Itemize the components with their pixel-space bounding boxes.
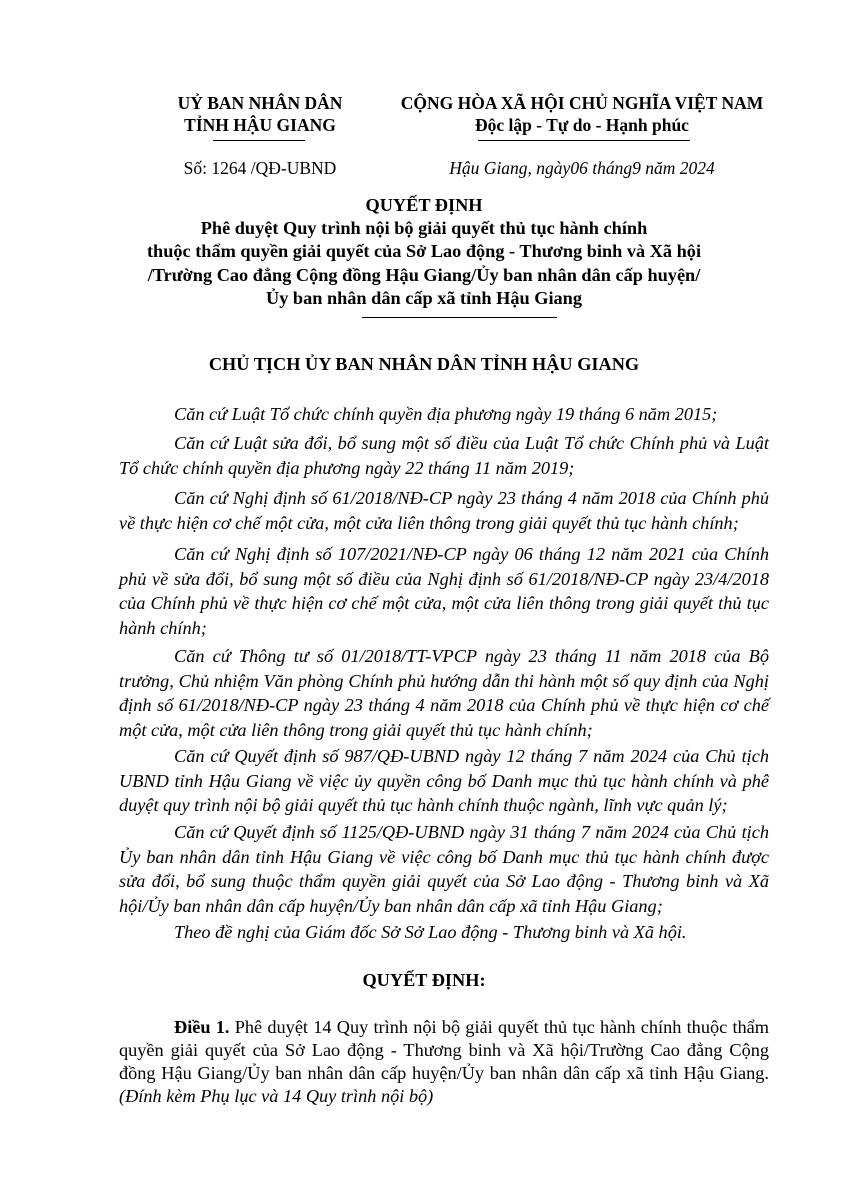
legal-basis-5: Căn cứ Thông tư số 01/2018/TT-VPCP ngày 23 tháng 11 năm 2018 của Bộ trưởng, Chủ nhiệm Văn phòng Chính phủ hướng dẫn thi hành một số quy định của Nghị định số 61/2018/NĐ-CP ngày 23 tháng 4 năm 2018 của Chính phủ về thực hiện cơ chế một cửa, một cửa liên thông trong giải quyết thủ tục hành chính; xyxy=(119,646,769,740)
article-1-note: (Đính kèm Phụ lục và 14 Quy trình nội bộ) xyxy=(119,1086,434,1106)
title-line-4: Ủy ban nhân dân cấp xã tỉnh Hậu Giang xyxy=(266,288,582,308)
title-line-2: thuộc thẩm quyền giải quyết của Sở Lao động - Thương binh và Xã hội xyxy=(146,241,702,261)
article-1 xyxy=(119,1016,769,1108)
legal-basis-6: Căn cứ Quyết định số 987/QĐ-UBND ngày 12 tháng 7 năm 2024 của Chủ tịch UBND tỉnh Hậu Giang về việc ủy quyền công bố Danh mục thủ tục hành chính và phê duyệt quy trình nội bộ giải quyết thủ tục hành chính thuộc ngành, lĩnh vực quản lý; xyxy=(119,746,769,815)
title-line-3: /Trường Cao đẳng Cộng đồng Hậu Giang/Ủy ban nhân dân cấp huyện/ xyxy=(147,265,701,285)
issuer-name-line1: UỶ BAN NHÂN DÂN xyxy=(177,93,343,113)
motto-underline xyxy=(478,140,690,141)
article-1-label: Điều 1. xyxy=(174,1017,230,1037)
place-and-date: Hậu Giang, ngày06 tháng9 năm 2024 xyxy=(449,158,715,178)
decision-heading: QUYẾT ĐỊNH: xyxy=(362,970,486,990)
legal-basis-7: Căn cứ Quyết định số 1125/QĐ-UBND ngày 31 tháng 7 năm 2024 của Chủ tịch Ủy ban nhân dân tỉnh Hậu Giang về việc công bố Danh mục thủ tục hành chính được sửa đổi, bổ sung thuộc thẩm quyền giải quyết của Sở Lao động - Thương binh và Xã hội/Ủy ban nhân dân cấp huyện/Ủy ban nhân dân cấp xã tỉnh Hậu Giang; xyxy=(119,822,769,916)
title-underline xyxy=(362,317,557,318)
title-line-1: Phê duyệt Quy trình nội bộ giải quyết thủ tục hành chính xyxy=(200,218,648,238)
legal-basis-1: Căn cứ Luật Tổ chức chính quyền địa phương ngày 19 tháng 6 năm 2015; xyxy=(174,404,718,424)
national-title: CỘNG HÒA XÃ HỘI CHỦ NGHĨA VIỆT NAM xyxy=(400,93,764,113)
legal-basis-3: Căn cứ Nghị định số 61/2018/NĐ-CP ngày 23 tháng 4 năm 2018 của Chính phủ về thực hiện cơ chế một cửa, một cửa liên thông trong giải quyết thủ tục hành chính; xyxy=(119,488,769,533)
article-1-text: Phê duyệt 14 Quy trình nội bộ giải quyết thủ tục hành chính thuộc thẩm quyền giải quyết của Sở Lao động - Thương binh và Xã hội/Trường Cao đẳng Cộng đồng Hậu Giang/Ủy ban nhân dân cấp huyện/Ủy ban nhân dân cấp xã tỉnh Hậu Giang. xyxy=(119,1017,769,1083)
national-motto: Độc lập - Tự do - Hạnh phúc xyxy=(475,115,689,135)
issuer-name-line2: TỈNH HẬU GIANG xyxy=(184,115,336,135)
document-type-heading: QUYẾT ĐỊNH xyxy=(365,195,483,215)
legal-basis-8: Theo đề nghị của Giám đốc Sở Sở Lao động - Thương binh và Xã hội. xyxy=(174,922,687,942)
legal-basis-4: Căn cứ Nghị định số 107/2021/NĐ-CP ngày 06 tháng 12 năm 2021 của Chính phủ về sửa đổi, bổ sung một số điều của Nghị định số 61/2018/NĐ-CP ngày 23/4/2018 của Chính phủ về thực hiện cơ chế một cửa, một cửa liên thông trong giải quyết thủ tục hành chính; xyxy=(119,544,769,638)
issuer-underline xyxy=(213,140,305,141)
authority-heading: CHỦ TỊCH ỦY BAN NHÂN DÂN TỈNH HẬU GIANG xyxy=(208,354,640,374)
legal-basis-2: Căn cứ Luật sửa đổi, bổ sung một số điều của Luật Tổ chức Chính phủ và Luật Tổ chức chính quyền địa phương ngày 22 tháng 11 năm 2019; xyxy=(119,433,769,478)
document-number: Số: 1264 /QĐ-UBND xyxy=(183,158,337,178)
